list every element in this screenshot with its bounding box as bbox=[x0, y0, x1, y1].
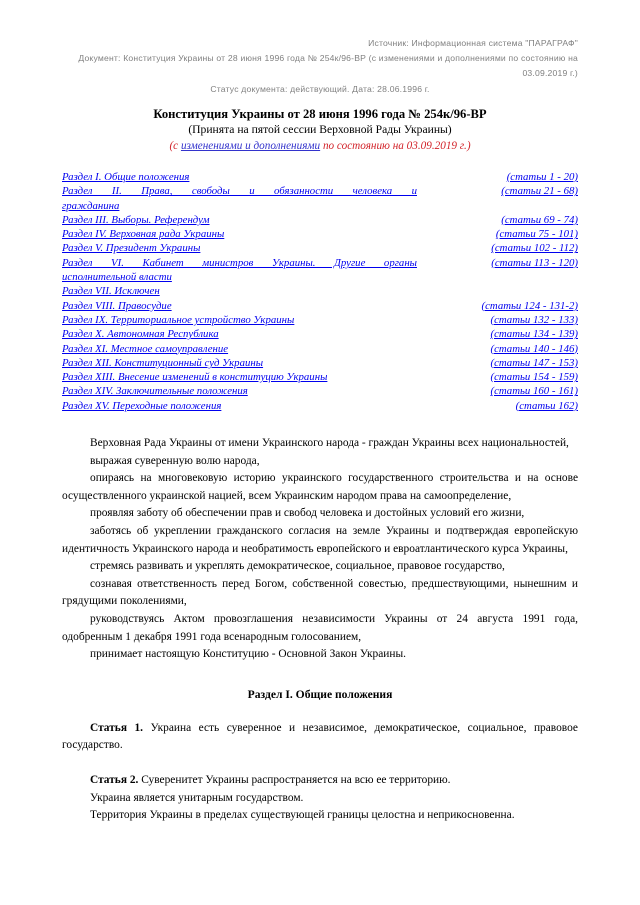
article-paragraph bbox=[62, 772, 578, 790]
preamble-paragraph: стремясь развивать и укреплять демократическое, социальное, правовое государство, bbox=[90, 560, 505, 573]
article-label: Статья 2. bbox=[90, 773, 139, 786]
toc-article-range[interactable]: (статьи 102 - 112) bbox=[491, 242, 578, 255]
toc-row bbox=[62, 213, 578, 227]
toc-row bbox=[62, 241, 578, 255]
toc-article-range[interactable]: (статьи 69 - 74) bbox=[501, 213, 578, 226]
article bbox=[62, 720, 578, 755]
toc-article-range[interactable]: (статьи 162) bbox=[515, 399, 578, 412]
status-line: Статус документа: действующий. Дата: 28.06.1996 г. bbox=[210, 84, 430, 94]
toc-row bbox=[62, 356, 578, 370]
toc-row bbox=[62, 256, 578, 285]
toc-row bbox=[62, 399, 578, 413]
document-content bbox=[62, 36, 578, 825]
toc-article-range[interactable]: (статьи 75 - 101) bbox=[495, 228, 578, 241]
toc-row bbox=[62, 342, 578, 356]
toc-link-line: Раздел VI. Кабинет министров Украины. Другие органы bbox=[62, 256, 417, 269]
source-line: Источник: Информационная система "ПАРАГРАФ" bbox=[368, 38, 578, 48]
toc-link[interactable]: Раздел XII. Конституционный суд Украины bbox=[62, 356, 264, 369]
amendment-prefix: (с bbox=[169, 140, 181, 152]
document-line: Документ: Конституция Украины от 28 июня 1996 года № 254к/96-ВР (с изменениями и дополнениями по состоянию на 03.09.2019 г.) bbox=[78, 53, 578, 78]
toc-row bbox=[62, 284, 578, 298]
toc-article-range[interactable]: (статьи 134 - 139) bbox=[490, 328, 578, 341]
article-text: Украина есть суверенное и независимое, демократическое, социальное, правовое государство. bbox=[62, 721, 578, 752]
toc-link-line: исполнительной власти bbox=[62, 271, 172, 284]
toc-row bbox=[62, 384, 578, 398]
amendment-link[interactable]: изменениями и дополнениями bbox=[180, 140, 321, 152]
toc-article-range[interactable]: (статьи 21 - 68) bbox=[501, 185, 578, 198]
toc-row bbox=[62, 327, 578, 341]
toc-link[interactable]: Раздел XV. Переходные положения bbox=[62, 399, 222, 412]
preamble-paragraph: опираясь на многовековую историю украинского государственного строительства и на основе осуществленного украинской нацией, всем Украинским народом права на самоопределение, bbox=[62, 472, 578, 502]
toc-link-line: Раздел II. Права, свободы и обязанности человека и bbox=[62, 185, 417, 198]
source-header bbox=[62, 36, 578, 97]
article-text: Суверенитет Украины распространяется на всю ее территорию. bbox=[138, 773, 451, 786]
toc-article-range[interactable]: (статьи 154 - 159) bbox=[490, 371, 578, 384]
toc-link[interactable]: Раздел X. Автономная Республика bbox=[62, 328, 219, 341]
toc-link[interactable] bbox=[62, 184, 417, 213]
toc-link[interactable]: Раздел XI. Местное самоуправление bbox=[62, 342, 229, 355]
page-title: Конституция Украины от 28 июня 1996 года № 254к/96-ВР bbox=[153, 107, 487, 121]
section-articles bbox=[62, 720, 578, 825]
preamble-paragraph: Верховная Рада Украины от имени Украинского народа - граждан Украины всех национальностей, bbox=[90, 437, 569, 450]
toc-link[interactable]: Раздел V. Президент Украины bbox=[62, 242, 201, 255]
article-paragraph: Территория Украины в пределах существующей границы целостна и неприкосновенна. bbox=[90, 809, 515, 822]
amendment-note bbox=[62, 138, 578, 154]
section-heading: Раздел I. Общие положения bbox=[247, 687, 393, 701]
toc-link[interactable]: Раздел VII. Исключен bbox=[62, 285, 160, 298]
preamble-paragraph: руководствуясь Актом провозглашения независимости Украины от 24 августа 1991 года, одобренным 1 декабря 1991 года всенародным голосованием, bbox=[62, 612, 578, 643]
preamble-paragraph: выражая суверенную волю народа, bbox=[90, 454, 260, 467]
amendment-suffix: по состоянию на 03.09.2019 г.) bbox=[320, 140, 471, 152]
toc-article-range[interactable]: (статьи 132 - 133) bbox=[490, 313, 578, 326]
article-paragraph bbox=[62, 720, 578, 755]
toc-row bbox=[62, 299, 578, 313]
toc-link[interactable] bbox=[62, 256, 417, 285]
toc-link[interactable]: Раздел III. Выборы. Референдум bbox=[62, 213, 210, 226]
article bbox=[62, 772, 578, 825]
toc-row bbox=[62, 184, 578, 213]
toc-link[interactable]: Раздел IV. Верховная рада Украины bbox=[62, 228, 225, 241]
toc-link[interactable]: Раздел VIII. Правосудие bbox=[62, 299, 172, 312]
toc-link[interactable]: Раздел XIII. Внесение изменений в конституцию Украины bbox=[62, 371, 328, 384]
article-paragraph: Украина является унитарным государством. bbox=[90, 791, 304, 804]
toc-article-range[interactable]: (статьи 147 - 153) bbox=[490, 356, 578, 369]
toc-row bbox=[62, 170, 578, 184]
toc-link[interactable]: Раздел XIV. Заключительные положения bbox=[62, 385, 248, 398]
toc-article-range[interactable]: (статьи 140 - 146) bbox=[490, 342, 578, 355]
preamble-paragraph: заботясь об укреплении гражданского согласия на земле Украины и подтверждая европейскую идентичность Украинского народа и необратимость европейского и евроатлантического курса Украины, bbox=[62, 525, 578, 555]
preamble-paragraph: проявляя заботу об обеспечении прав и свобод человека и достойных условий его жизни, bbox=[90, 507, 525, 520]
toc-row bbox=[62, 370, 578, 384]
toc-article-range[interactable]: (статьи 113 - 120) bbox=[491, 256, 578, 269]
preamble bbox=[62, 435, 578, 664]
preamble-paragraph: сознавая ответственность перед Богом, собственной совестью, предшествующими, нынешним и грядущими поколениями, bbox=[62, 577, 578, 608]
toc-link[interactable]: Раздел IX. Территориальное устройство Украины bbox=[62, 313, 295, 326]
toc-article-range[interactable]: (статьи 124 - 131-2) bbox=[481, 299, 578, 312]
preamble-paragraph: принимает настоящую Конституцию - Основной Закон Украины. bbox=[90, 648, 406, 661]
toc-link-line: гражданина bbox=[62, 199, 120, 212]
table-of-contents bbox=[62, 170, 578, 413]
toc-article-range[interactable]: (статьи 160 - 161) bbox=[490, 385, 578, 398]
page-subtitle: (Принята на пятой сессии Верховной Рады Украины) bbox=[188, 123, 452, 136]
toc-row bbox=[62, 227, 578, 241]
toc-row bbox=[62, 313, 578, 327]
toc-link[interactable]: Раздел I. Общие положения bbox=[62, 171, 190, 183]
toc-article-range[interactable]: (статьи 1 - 20) bbox=[506, 171, 578, 183]
article-label: Статья 1. bbox=[90, 721, 144, 734]
